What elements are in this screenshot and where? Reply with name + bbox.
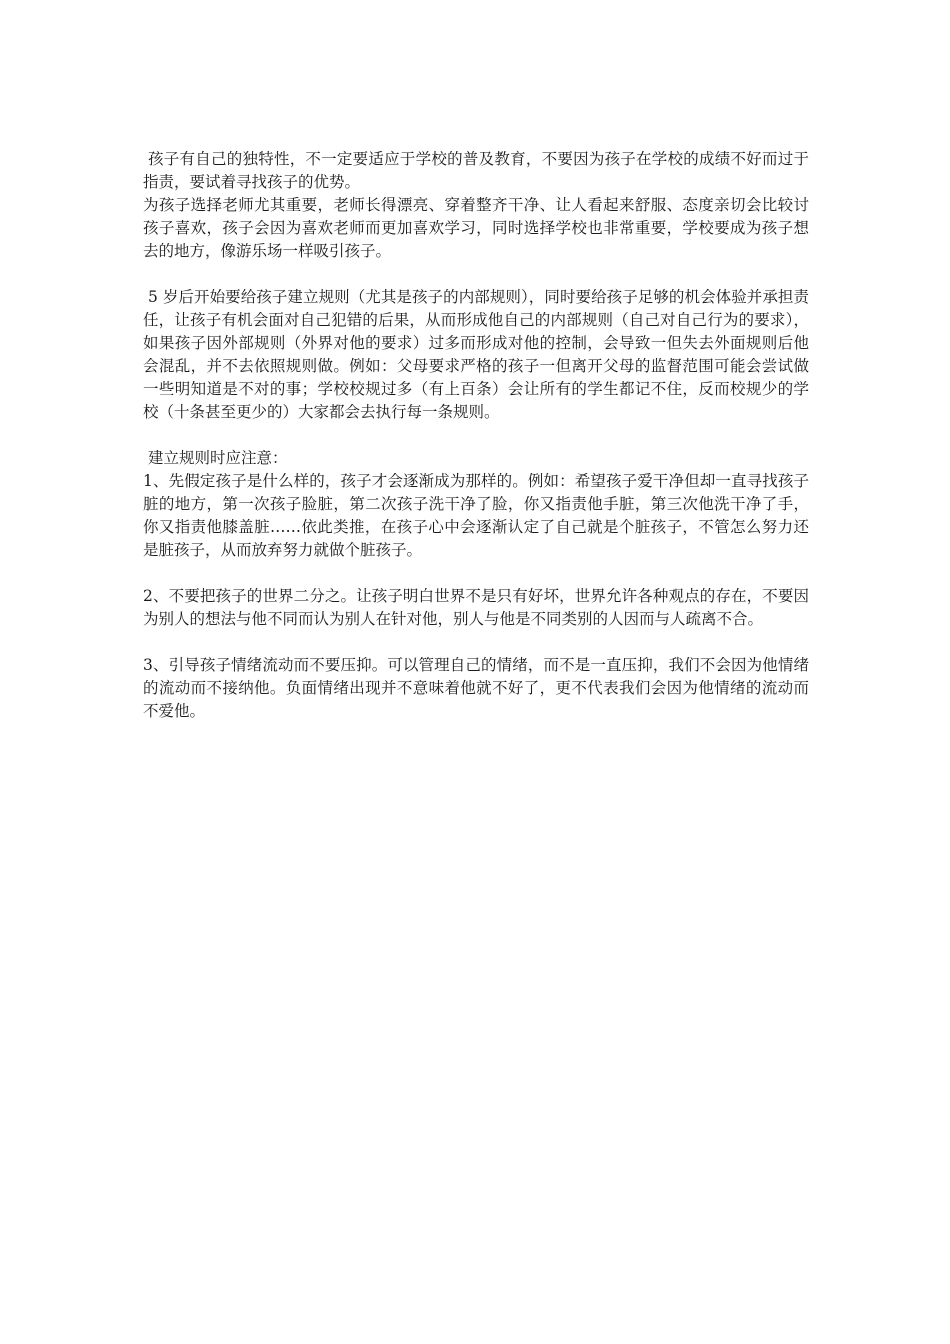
paragraph-gap xyxy=(143,562,809,585)
paragraph-teacher-choice: 为孩子选择老师尤其重要，老师长得漂亮、穿着整齐干净、让人看起来舒服、态度亲切会比较讨孩子喜欢，孩子会因为喜欢老师而更加喜欢学习，同时选择学校也非常重要，学校要成为孩子想去的地方，像游乐场一样吸引孩子。 xyxy=(143,196,809,260)
document-body xyxy=(143,148,809,723)
paragraph-rules-notice-heading: 建立规则时应注意： xyxy=(148,449,288,467)
paragraph-gap xyxy=(143,424,809,447)
paragraph-point-3: 3、引导孩子情绪流动而不要压抑。可以管理自己的情绪，而不是一直压抑，我们不会因为他情绪的流动而不接纳他。负面情绪出现并不意味着他就不好了，更不代表我们会因为他情绪的流动而不爱他。 xyxy=(143,656,809,720)
paragraph-gap xyxy=(143,631,809,654)
paragraph-rules: 5 岁后开始要给孩子建立规则（尤其是孩子的内部规则），同时要给孩子足够的机会体验并承担责任，让孩子有机会面对自己犯错的后果，从而形成他自己的内部规则（自己对自己行为的要求），如果孩子因外部规则（外界对他的要求）过多而形成对他的控制，会导致一但失去外面规则后他会混乱，并不去依照规则做。例如：父母要求严格的孩子一但离开父母的监督范围可能会尝试做一些明知道是不对的事；学校校规过多（有上百条）会让所有的学生都记不住，反而校规少的学校（十条甚至更少的）大家都会去执行每一条规则。 xyxy=(143,288,809,421)
paragraph-point-1: 1、先假定孩子是什么样的，孩子才会逐渐成为那样的。例如：希望孩子爱干净但却一直寻找孩子脏的地方，第一次孩子脸脏，第二次孩子洗干净了脸，你又指责他手脏，第三次他洗干净了手，你又指责他膝盖脏……依此类推，在孩子心中会逐渐认定了自己就是个脏孩子，不管怎么努力还是脏孩子，从而放弃努力就做个脏孩子。 xyxy=(143,472,809,559)
paragraph-point-2: 2、不要把孩子的世界二分之。让孩子明白世界不是只有好坏，世界允许各种观点的存在，不要因为别人的想法与他不同而认为别人在针对他，别人与他是不同类别的人因而与人疏离不合。 xyxy=(143,587,809,628)
paragraph-child-uniqueness: 孩子有自己的独特性，不一定要适应于学校的普及教育，不要因为孩子在学校的成绩不好而过于指责，要试着寻找孩子的优势。 xyxy=(143,150,809,191)
paragraph-gap xyxy=(143,263,809,286)
